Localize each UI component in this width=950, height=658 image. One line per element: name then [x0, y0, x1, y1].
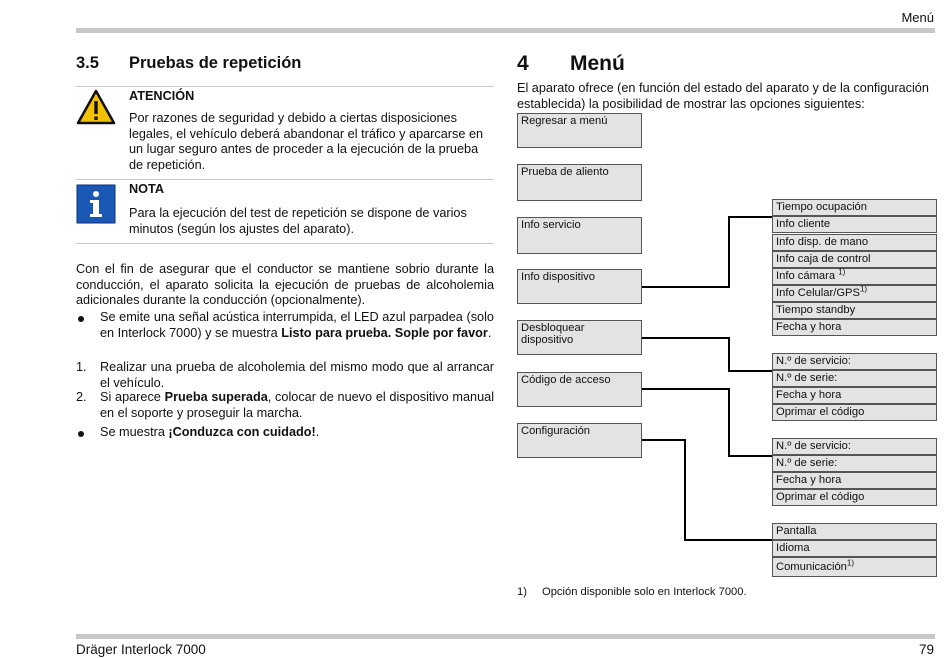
footer-title: Dräger Interlock 7000: [76, 642, 206, 657]
footnote-ref: 1): [846, 558, 855, 568]
connector-line: [728, 216, 773, 218]
submenu-item: [772, 523, 937, 540]
page-number: 79: [918, 642, 934, 657]
menu-item-codigo-acceso: Código de acceso: [517, 372, 642, 407]
menu-item-info-dispositivo: Info dispositivo: [517, 269, 642, 304]
connector-line: [728, 455, 773, 457]
list-item-text: , colocar de nuevo el dispositivo manual en el soporte y proseguir la marcha.: [100, 390, 495, 420]
list-item-text: .: [487, 325, 492, 340]
connector-line: [642, 388, 730, 390]
submenu-item: N.º de servicio:: [772, 353, 937, 370]
list-item: [100, 425, 494, 441]
list-item-bold: Prueba superada: [164, 390, 268, 404]
connector-line: [684, 539, 773, 541]
submenu-item-label: Comunicación: [776, 561, 847, 573]
submenu-item-label: Info disp. de mano: [776, 236, 869, 248]
list-item: Realizar una prueba de alcoholemia del mismo modo que al arrancar el vehículo.: [100, 360, 494, 390]
submenu-item: [772, 557, 937, 577]
submenu-item: Oprimar el código: [772, 489, 937, 506]
chapter-intro: El aparato ofrece (en función del estado del aparato y de la configuración establecida) la posibilidad de mostrar las opciones siguientes:: [517, 81, 929, 111]
menu-item-configuracion: Configuración: [517, 423, 642, 458]
connector-line: [684, 439, 686, 541]
step-marker: 1.: [76, 360, 87, 374]
list-item: [100, 310, 494, 341]
chapter-number: 4: [517, 52, 529, 75]
bullet-marker: [78, 431, 84, 437]
list-item-text: Se emite una señal acústica interrumpida, el LED azul parpadea (solo en Interlock 7000) y se muestra: [100, 310, 494, 340]
submenu-item-label: Pantalla: [776, 525, 817, 537]
warning-top-rule: [76, 86, 494, 87]
connector-line: [642, 286, 730, 288]
footnote-text: Opción disponible solo en Interlock 7000.: [542, 586, 747, 598]
list-item-bold: Listo para prueba. Sople por favor: [281, 325, 488, 340]
note-bottom-rule: [76, 243, 494, 244]
connector-line: [728, 388, 730, 457]
submenu-item-label: Fecha y hora: [776, 321, 842, 333]
connector-line: [642, 439, 686, 441]
list-item-text: Se muestra: [100, 425, 169, 439]
list-item: [100, 390, 494, 421]
footnote-marker: 1): [517, 586, 527, 598]
warning-text: Por razones de seguridad y debido a ciertas disposiciones legales, el vehículo deberá abandonar el tráfico y aparcarse en un lugar seguro antes de proceder a la ejecución de la prueba de repetición.: [129, 111, 484, 172]
submenu-item: [772, 216, 937, 233]
connector-line: [642, 337, 730, 339]
menu-item-info-servicio: Info servicio: [517, 217, 642, 254]
submenu-item: [772, 234, 937, 251]
section-number: 3.5: [76, 54, 99, 72]
submenu-item: Fecha y hora: [772, 472, 937, 489]
note-top-rule: [76, 179, 494, 180]
submenu-item-label: Tiempo standby: [776, 304, 856, 316]
list-item-text: .: [315, 425, 320, 439]
submenu-item: [772, 251, 937, 268]
intro-paragraph: Con el fin de asegurar que el conductor se mantiene sobrio durante la conducción, el aparato solicita la ejecución de pruebas de alcoholemia adicionales durante la conducción (opcionalmente).: [76, 262, 494, 307]
menu-item-prueba-aliento: Prueba de aliento: [517, 164, 642, 201]
submenu-item: [772, 199, 937, 216]
info-icon: [76, 184, 116, 224]
submenu-item-label: Info Celular/GPS: [776, 287, 860, 299]
menu-item-desbloquear: Desbloquear dispositivo: [517, 320, 642, 355]
menu-item-regresar: Regresar a menú: [517, 113, 642, 148]
submenu-item: N.º de servicio:: [772, 438, 937, 455]
header-rule: [76, 28, 935, 33]
submenu-item: [772, 540, 937, 557]
connector-line: [728, 370, 773, 372]
list-item-bold: ¡Conduzca con cuidado!: [168, 425, 316, 439]
submenu-item: N.º de serie:: [772, 370, 937, 387]
submenu-item: [772, 319, 937, 336]
warning-icon: [76, 89, 116, 125]
footer-rule: [76, 634, 935, 639]
connector-line: [728, 337, 730, 372]
chapter-title: Menú: [570, 52, 625, 75]
warning-label: ATENCIÓN: [129, 89, 195, 103]
submenu-item-label: Tiempo ocupación: [776, 201, 868, 213]
bullet-marker: [78, 316, 84, 322]
submenu-item: [772, 302, 937, 319]
submenu-item: [772, 285, 937, 302]
section-title: Pruebas de repetición: [129, 54, 302, 72]
submenu-item-label: Info cámara: [776, 270, 836, 282]
note-text: Para la ejecución del test de repetición se dispone de varios minutos (según los ajustes del aparato).: [129, 206, 467, 236]
footnote-ref: 1): [859, 284, 868, 294]
submenu-item: [772, 268, 937, 285]
submenu-item-label: Idioma: [776, 542, 810, 554]
list-item-text: Si aparece: [100, 390, 165, 404]
running-header: Menú: [901, 10, 934, 25]
step-marker: 2.: [76, 390, 87, 404]
submenu-item-label: Info caja de control: [776, 253, 871, 265]
footnote-ref: 1): [838, 267, 846, 277]
note-label: NOTA: [129, 182, 165, 196]
submenu-item: Fecha y hora: [772, 387, 937, 404]
submenu-item: N.º de serie:: [772, 455, 937, 472]
connector-line: [728, 216, 730, 288]
submenu-item-label: Info cliente: [776, 218, 831, 230]
submenu-item: Oprimar el código: [772, 404, 937, 421]
